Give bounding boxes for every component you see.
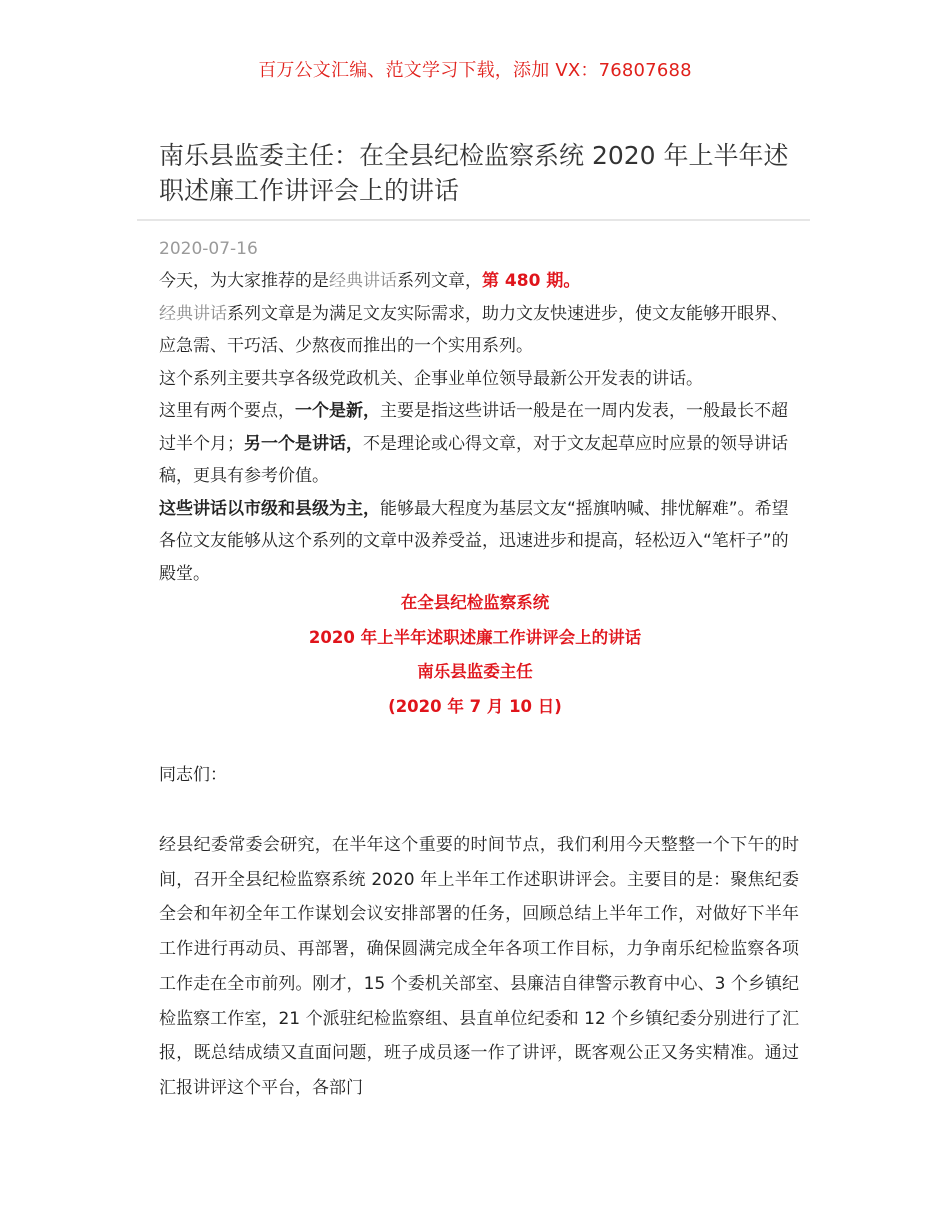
title-divider bbox=[137, 219, 810, 221]
series-name: 经典讲话 bbox=[159, 303, 227, 324]
intro-text: 不是理论或心得文章，对于文友起草应时应景的领导讲话稿，更具有参考价值。 bbox=[159, 433, 788, 486]
intro-section bbox=[159, 265, 799, 590]
promo-banner: 百万公文汇编、范文学习下载，添加 VX：76807688 bbox=[258, 60, 692, 81]
intro-paragraph-1 bbox=[159, 265, 799, 298]
article-title: 南乐县监委主任：在全县纪检监察系统 2020 年上半年述职述廉工作讲评会上的讲话 bbox=[159, 141, 789, 205]
speech-paragraph-1: 经县纪委常委会研究，在半年这个重要的时间节点，我们利用今天整整一个下午的时间，召开全县纪检监察系统 2020 年上半年工作述职讲评会。主要目的是：聚焦纪委全会和年初全年工作谋划会议安排部署的任务，回顾总结上半年工作，对做好下半年工作进行再动员、再部署，确保圆满完成全年各项工作目标，力争南乐纪检监察各项工作走在全市前列。刚才，15 个委机关部室、县廉洁自律警示教育中心、3 个乡镇纪检监察工作室，21 个派驻纪检监察组、县直单位纪委和 12 个乡镇纪委分别进行了汇报，既总结成绩又直面问题，班子成员逐一作了讲评，既客观公正又务实精准。通过汇报讲评这个平台，各部门 bbox=[159, 835, 799, 1098]
intro-paragraph-4 bbox=[159, 395, 799, 493]
speech-heading-date: (2020 年 7 月 10 日) bbox=[388, 696, 562, 716]
speech-heading-line-1: 在全县纪检监察系统 bbox=[400, 593, 550, 612]
intro-text: 今天，为大家推荐的是 bbox=[159, 271, 329, 291]
key-point-2: 另一个是讲话， bbox=[244, 433, 363, 454]
speech-heading-line-3: 南乐县监委主任 bbox=[417, 662, 533, 681]
intro-text: 主要是指这些讲话一般是在一周内发表，一般最长不超过半个月； bbox=[159, 401, 788, 454]
intro-text: 能够最大程度为基层文友“摇旗呐喊、排忧解难”。希望各位文友能够从这个系列的文章中汲养受益，迅速进步和提高，轻松迈入“笔杆子”的殿堂。 bbox=[159, 498, 789, 584]
intro-text: 系列文章是为满足文友实际需求，助力文友快速进步，使文友能够开眼界、应急需、干巧活、少熬夜而推出的一个实用系列。 bbox=[159, 303, 788, 356]
speech-heading-line-2: 2020 年上半年述职述廉工作讲评会上的讲话 bbox=[308, 627, 642, 647]
series-name: 经典讲话 bbox=[329, 271, 397, 291]
speech-heading bbox=[0, 586, 950, 724]
intro-paragraph-3: 这个系列主要共享各级党政机关、企事业单位领导最新公开发表的讲话。 bbox=[159, 368, 703, 389]
issue-number: 第 480 期。 bbox=[482, 271, 581, 291]
intro-text: 这里有两个要点， bbox=[159, 401, 295, 421]
key-point-1: 一个是新， bbox=[295, 401, 380, 421]
intro-text: 系列文章， bbox=[397, 271, 482, 291]
publish-date: 2020-07-16 bbox=[159, 239, 258, 259]
intro-paragraph-5 bbox=[159, 493, 799, 591]
speech-greeting: 同志们： bbox=[159, 765, 227, 785]
focus-statement: 这些讲话以市级和县级为主， bbox=[159, 498, 380, 519]
intro-paragraph-2 bbox=[159, 298, 799, 363]
